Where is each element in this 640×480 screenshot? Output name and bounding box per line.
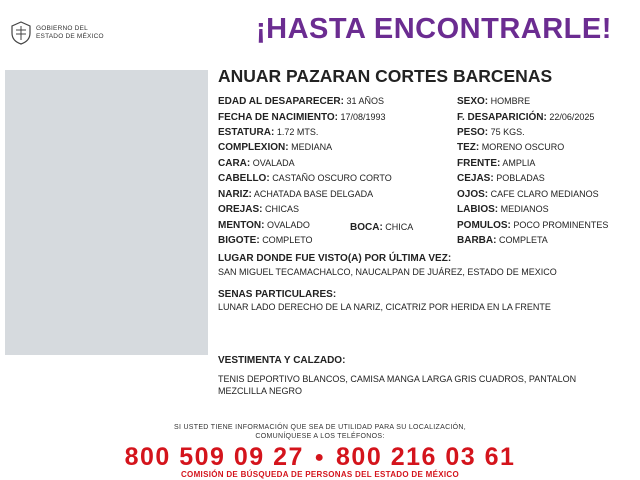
field-cabello: CABELLO: CASTAÑO OSCURO CORTO (218, 173, 392, 184)
field-frente: FRENTE: AMPLIA (457, 158, 536, 169)
field-barba: BARBA: COMPLETA (457, 235, 548, 246)
field-ojos: OJOS: CAFE CLARO MEDIANOS (457, 189, 599, 200)
field-fecha-nacimiento: FECHA DE NACIMIENTO: 17/08/1993 (218, 112, 386, 123)
clothing-value: TENIS DEPORTIVO BLANCOS, CAMISA MANGA LARGA GRIS CUADROS, PANTALON MEZCLILLA NEGRO (218, 374, 577, 396)
phone-1: 800 509 09 27 (124, 443, 304, 471)
last-seen-value: SAN MIGUEL TECAMACHALCO, NAUCALPAN DE JUÁREZ, ESTADO DE MEXICO (218, 267, 557, 277)
contact-info-line-2: COMUNÍQUESE A LOS TELÉFONOS: (255, 433, 385, 440)
state-seal-logo (10, 21, 32, 45)
commission-footer: COMISIÓN DE BÚSQUEDA DE PERSONAS DEL ESTADO DE MÉXICO (180, 470, 459, 479)
contact-info-line-1: SI USTED TIENE INFORMACIÓN QUE SEA DE UTILIDAD PARA SU LOCALIZACIÓN, (173, 424, 467, 431)
field-estatura: ESTATURA: 1.72 MTS. (218, 127, 319, 138)
field-cejas: CEJAS: POBLADAS (457, 173, 545, 184)
marks-label: SENAS PARTICULARES: (218, 289, 337, 300)
gov-line-2: ESTADO DE MÉXICO (36, 33, 104, 40)
separator-dot: ● (314, 449, 326, 467)
field-menton: MENTON: OVALADO (218, 220, 310, 231)
last-seen-label: LUGAR DONDE FUE VISTO(A) POR ÚLTIMA VEZ: (218, 253, 452, 264)
government-logo-text (36, 25, 104, 41)
field-fecha-desaparicion: F. DESAPARICIÓN: 22/06/2025 (457, 112, 595, 123)
field-bigote: BIGOTE: COMPLETO (218, 235, 313, 246)
field-orejas: OREJAS: CHICAS (218, 204, 299, 215)
field-pomulos: POMULOS: POCO PROMINENTES (457, 220, 609, 231)
field-complexion: COMPLEXION: MEDIANA (218, 142, 333, 153)
gov-line-1: GOBIERNO DEL (36, 25, 88, 32)
field-peso: PESO: 75 KGS. (457, 127, 525, 138)
field-labios: LABIOS: MEDIANOS (457, 204, 549, 215)
field-tez: TEZ: MORENO OSCURO (457, 142, 565, 153)
field-cara: CARA: OVALADA (218, 158, 295, 169)
person-photo (5, 70, 208, 355)
person-name: ANUAR PAZARAN CORTES BARCENAS (218, 66, 553, 86)
field-boca: BOCA: CHICA (350, 222, 414, 233)
marks-value: LUNAR LADO DERECHO DE LA NARIZ, CICATRIZ POR HERIDA EN LA FRENTE (218, 302, 551, 312)
clothing-label: VESTIMENTA Y CALZADO: (218, 355, 346, 366)
field-nariz: NARIZ: ACHATADA BASE DELGADA (218, 189, 374, 200)
field-edad: EDAD AL DESAPARECER: 31 AÑOS (218, 96, 384, 107)
phone-2: 800 216 03 61 (336, 443, 516, 471)
headline: ¡HASTA ENCONTRARLE! (256, 13, 612, 45)
phone-numbers (0, 443, 640, 472)
field-sexo: SEXO: HOMBRE (457, 96, 531, 107)
